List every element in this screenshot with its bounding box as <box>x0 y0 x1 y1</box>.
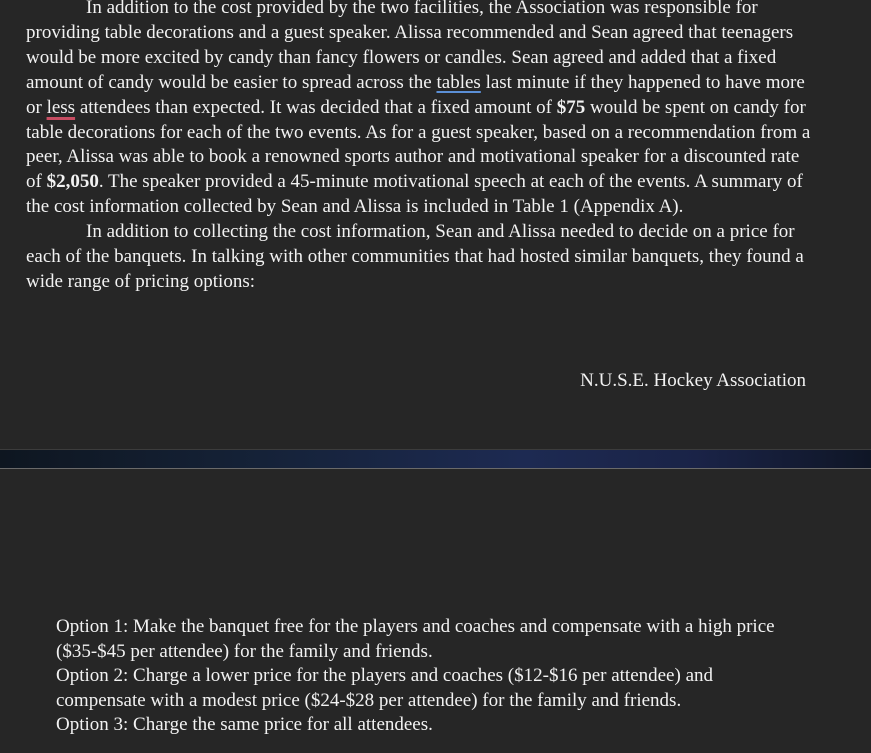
paragraph-cost-decorations-speaker: In addition to the cost provided by the two facilities, the Association was responsible for providing table decorations and a guest speaker. Alissa recommended and Sean agreed that teenagers would be more excited by candy than fancy flowers or candles. Sean agreed and added that a fixed amount of candy would be easier to spread across the tables last minute if they happened to have more or less attendees than expected. It was decided that a fixed amount of $75 would be spent on candy for table decorations for each of the two events. As for a guest speaker, based on a recommendation from a peer, Alissa was able to book a renowned sports author and motivational speaker for a discounted rate of $2,050. The speaker provided a 45-minute motivational speech at each of the events. A summary of the cost information collected by Sean and Alissa is included in Table 1 (Appendix A). <box>26 0 811 218</box>
pricing-options-list <box>56 615 796 738</box>
paragraph-pricing: In addition to collecting the cost information, Sean and Alissa needed to decide on a price for each of the banquets. In talking with other communities that had hosted similar banquets, they found a wide range of pricing options: <box>26 221 804 292</box>
body-text <box>26 0 811 295</box>
amount-candy: $75 <box>556 96 586 118</box>
grammar-flag-tables[interactable]: tables <box>436 71 481 93</box>
amount-speaker: $2,050 <box>46 171 99 193</box>
page-header-organization: N.U.S.E. Hockey Association <box>580 370 806 391</box>
option-3: Option 3: Charge the same price for all attendees. <box>56 714 433 736</box>
page-break-gap <box>0 450 871 469</box>
spelling-flag-less[interactable]: less <box>46 96 76 118</box>
option-1: Option 1: Make the banquet free for the players and coaches and compensate with a high price ($35-$45 per attendee) for the family and friends. <box>56 616 775 662</box>
option-2: Option 2: Charge a lower price for the players and coaches ($12-$16 per attendee) and compensate with a modest price ($24-$28 per attendee) for the family and friends. <box>56 665 714 711</box>
